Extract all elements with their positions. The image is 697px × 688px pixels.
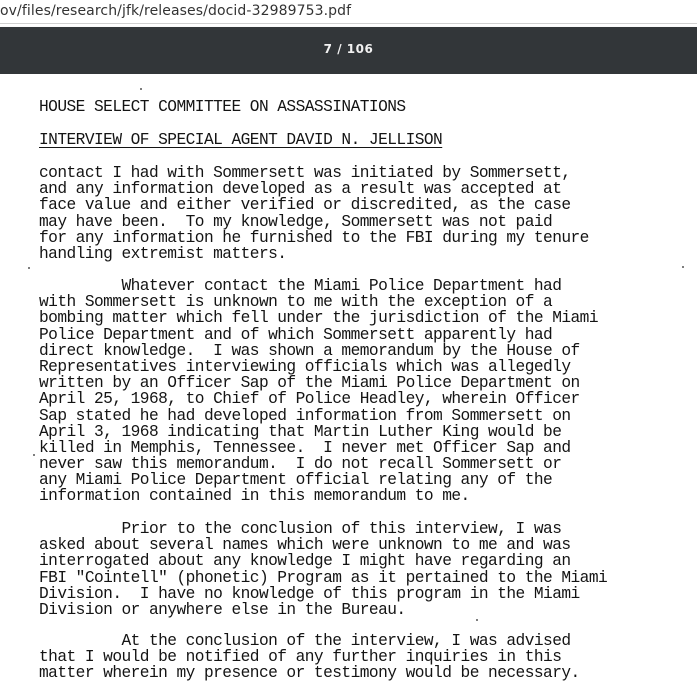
text-line: information contained in this memorandum to me.	[39, 487, 470, 506]
text-line: may have been. To my knowledge, Sommersett was not paid	[39, 212, 553, 231]
text-line: that I would be notified of any further inquiries in this	[39, 648, 562, 667]
scan-speck	[140, 88, 142, 90]
text-line: handling extremist matters.	[39, 244, 287, 263]
pdf-page-view[interactable]	[0, 74, 697, 688]
url-text[interactable]: ov/files/research/jfk/releases/docid-32989753.pdf	[0, 3, 352, 19]
text-line: contact I had with Sommersett was initiated by Sommersett,	[39, 164, 571, 182]
text-line: with Sommersett is unknown to me with the exception of a	[39, 293, 553, 312]
text-line: Prior to the conclusion of this interview, I was	[39, 520, 562, 538]
total-pages: 106	[346, 42, 374, 56]
address-bar[interactable]	[0, 0, 697, 24]
text-line: any Miami Police Department official relating any of the	[39, 471, 553, 490]
page-indicator[interactable]	[0, 42, 697, 56]
text-line: bombing matter which fell under the jurisdiction of the Miami	[39, 309, 599, 328]
scan-speck	[682, 266, 684, 268]
text-line: April 25, 1968, to Chief of Police Headley, wherein Officer	[39, 390, 580, 409]
text-line: April 3, 1968 indicating that Martin Luther King would be	[39, 422, 562, 441]
text-line: Representatives interviewing officials which was allegedly	[39, 357, 571, 376]
current-page-number[interactable]: 7	[323, 42, 333, 56]
text-line: never saw this memorandum. I do not recall Sommersett or	[39, 455, 562, 474]
text-line: asked about several names which were unknown to me and was	[39, 536, 571, 555]
text-line: killed in Memphis, Tennessee. I never met Officer Sap and	[39, 438, 571, 457]
document-heading: HOUSE SELECT COMMITTEE ON ASSASSINATIONS	[39, 98, 406, 116]
scan-speck	[476, 619, 478, 621]
scan-speck	[28, 267, 30, 269]
document-subheading: INTERVIEW OF SPECIAL AGENT DAVID N. JELLISON	[39, 131, 443, 149]
text-line: Whatever contact the Miami Police Department had	[39, 277, 562, 295]
pdf-toolbar	[0, 27, 697, 74]
text-line: for any information he furnished to the FBI during my tenure	[39, 228, 589, 247]
text-line: At the conclusion of the interview, I was advised	[39, 632, 571, 650]
paragraph-1	[39, 165, 589, 262]
text-line: matter wherein my presence or testimony would be necessary.	[39, 664, 580, 683]
text-line: face value and either verified or discredited, as the case	[39, 196, 571, 215]
scan-speck	[33, 454, 35, 456]
text-line: FBI "Cointell" (phonetic) Program as it pertained to the Miami	[39, 568, 608, 587]
page-separator: /	[337, 42, 343, 56]
paragraph-3	[39, 521, 607, 618]
text-line: Sap stated he had developed information from Sommersett on	[39, 406, 571, 425]
text-line: and any information developed as a result was accepted at	[39, 180, 562, 199]
text-line: interrogated about any knowledge I might have regarding an	[39, 552, 571, 571]
paragraph-2	[39, 278, 598, 505]
paragraph-4	[39, 633, 580, 682]
text-line: Division or anywhere else in the Bureau.	[39, 600, 406, 619]
text-line: written by an Officer Sap of the Miami Police Department on	[39, 374, 580, 393]
text-line: Police Department and of which Sommersett apparently had	[39, 325, 553, 344]
text-line: direct knowledge. I was shown a memorandum by the House of	[39, 341, 580, 360]
text-line: Division. I have no knowledge of this program in the Miami	[39, 584, 580, 603]
